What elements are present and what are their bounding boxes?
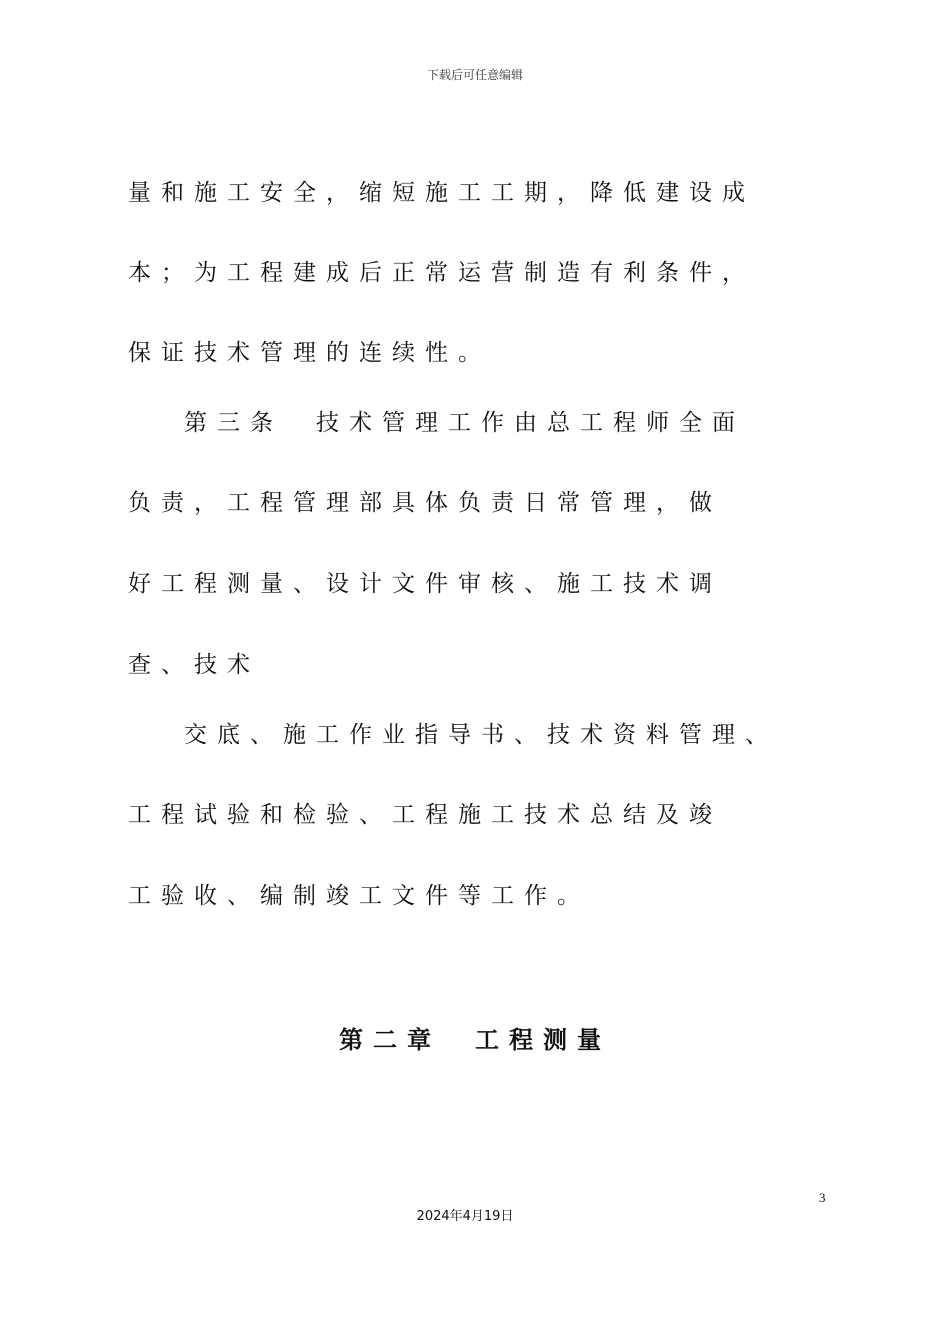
body-line-8: 交底、施工作业指导书、技术资料管理、: [184, 722, 778, 748]
page-number: 3: [819, 1190, 826, 1205]
body-line-3: 保证技术管理的连续性。: [128, 340, 491, 366]
page-header: 下载后可任意编辑: [426, 68, 523, 82]
chapter-title: 第二章 工程测量: [339, 1026, 611, 1054]
body-line-5: 负责，工程管理部具体负责日常管理，做: [128, 490, 722, 516]
body-line-7: 查、技术: [128, 652, 260, 678]
footer-date: 2024年4月19日: [416, 1209, 514, 1224]
body-line-6: 好工程测量、设计文件审核、施工技术调: [128, 571, 722, 597]
body-line-1: 量和施工安全，缩短施工工期，降低建设成: [128, 180, 755, 206]
body-line-9: 工程试验和检验、工程施工技术总结及竣: [128, 802, 722, 828]
body-line-4: 第三条 技术管理工作由总工程师全面: [184, 410, 745, 436]
body-line-10: 工验收、编制竣工文件等工作。: [128, 883, 590, 909]
body-line-2: 本；为工程建成后正常运营制造有利条件，: [128, 260, 755, 286]
